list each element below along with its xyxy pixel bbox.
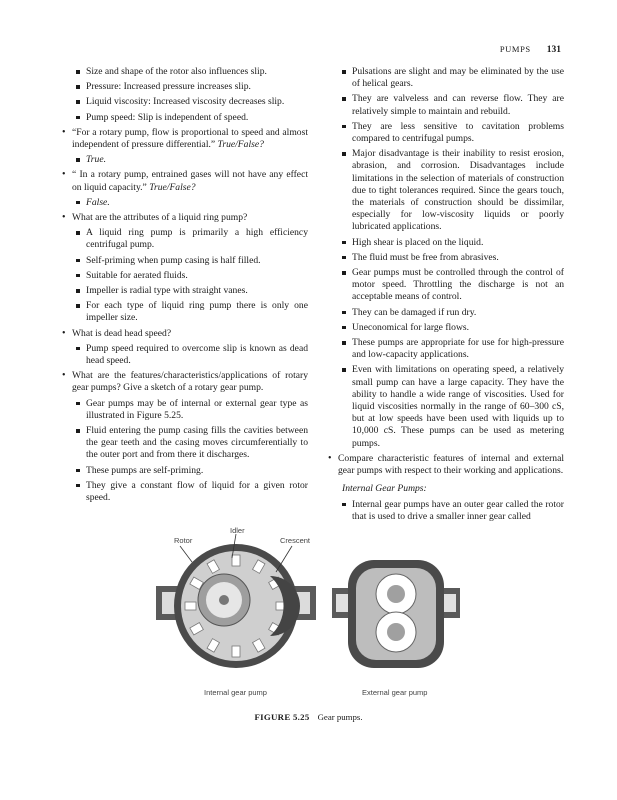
list-item: Liquid viscosity: Increased viscosity decreases slip. [62, 96, 308, 108]
list-item: Impeller is radial type with straight vanes. [62, 285, 308, 297]
left-column [62, 66, 308, 507]
rotor-leader-line [180, 546, 192, 562]
list-item: High shear is placed on the liquid. [328, 237, 564, 249]
page-number: 131 [546, 45, 561, 55]
list-item: Pump speed required to overcome slip is known as dead head speed. [62, 343, 308, 367]
upper-gear-hub [387, 585, 405, 603]
list-item: A liquid ring pump is primarily a high efficiency centrifugal pump. [62, 227, 308, 251]
list-item: Pump speed: Slip is independent of speed. [62, 112, 308, 124]
true-false-prompt: True/False? [217, 139, 264, 151]
internal-gear-pump-drawing [156, 534, 316, 668]
list-item: These pumps are self-priming. [62, 465, 308, 477]
list-item: Size and shape of the rotor also influences slip. [62, 66, 308, 78]
internal-gear-pump-label: Internal gear pump [204, 688, 267, 697]
list-item: These pumps are appropriate for use for high-pressure and low-capacity applications. [328, 337, 564, 361]
question: • What are the features/characteristics/applications of rotary gear pumps? Give a sketch of a rotary gear pump. [62, 370, 308, 394]
true-false-prompt: True/False? [149, 181, 196, 193]
external-gear-pump-label: External gear pump [362, 688, 428, 697]
question: • What are the attributes of a liquid ring pump? [62, 212, 308, 224]
caption-text: Gear pumps. [317, 712, 363, 722]
question [62, 127, 308, 151]
external-gear-pump-drawing [332, 560, 460, 668]
list-item: They are valveless and can reverse flow. They are relatively simple to maintain and rebuild. [328, 93, 564, 117]
list-item: Uneconomical for large flows. [328, 322, 564, 334]
subheading: Internal Gear Pumps: [342, 483, 427, 495]
list-item: The fluid must be free from abrasives. [328, 252, 564, 264]
list-item: Major disadvantage is their inability to resist erosion, abrasion, and corrosion. Disadvantages include limitations in the selection of materials of construction due to tight tolerances required. Since the gears touch, the materials of construction should be dissimilar, especially for low-viscosity liquids or poorly lubricated applications. [328, 148, 564, 233]
figure-caption [0, 712, 617, 722]
lower-gear-hub [387, 623, 405, 641]
figure-number: FIGURE 5.25 [254, 712, 310, 722]
list-item: They give a constant flow of liquid for a given rotor speed. [62, 480, 308, 504]
list-item: Gear pumps must be controlled through the control of motor speed. Throttling the discharge is not an acceptable means of control. [328, 267, 564, 304]
list-item: They can be damaged if run dry. [328, 307, 564, 319]
section-title: PUMPS [499, 44, 531, 54]
list-item: Pressure: Increased pressure increases slip. [62, 81, 308, 93]
question-text: “For a rotary pump, flow is proportional to speed and almost independent of pressure differential.” [72, 126, 308, 151]
list-item: For each type of liquid ring pump there is only one impeller size. [62, 300, 308, 324]
right-column [328, 66, 564, 526]
list-item: Pulsations are slight and may be eliminated by the use of helical gears. [328, 66, 564, 90]
idler-shaft [219, 595, 229, 605]
rotor-label: Rotor [174, 536, 193, 545]
question: • What is dead head speed? [62, 328, 308, 340]
gear-pump-figure [152, 528, 462, 703]
question: • Compare characteristic features of internal and external gear pumps with respect to their working and applications. [328, 453, 564, 477]
list-item: Internal gear pumps have an outer gear called the rotor that is used to drive a smaller inner gear called [328, 499, 564, 523]
list-item: They are less sensitive to cavitation problems compared to centrifugal pumps. [328, 121, 564, 145]
list-item: Even with limitations on operating speed, a relatively small pump can have a large capacity. They have the ability to handle a wide range of viscosities. Used for liquid viscosities normally in the range of 60–300 cS, but at low speeds have been used with liquids up to 10,000 cS. These pumps can be used as metering pumps. [328, 364, 564, 449]
idler-label: Idler [230, 526, 245, 535]
answer: False. [62, 197, 308, 209]
running-header [500, 44, 561, 55]
answer: True. [62, 154, 308, 166]
list-item: Suitable for aerated fluids. [62, 270, 308, 282]
list-item: Fluid entering the pump casing fills the cavities between the gear teeth and the casing moves circumferentially to the outer port and from there it discharges. [62, 425, 308, 462]
gear-pump-illustration [152, 528, 462, 703]
question [62, 169, 308, 193]
list-item: Self-priming when pump casing is half filled. [62, 255, 308, 267]
list-item: Gear pumps may be of internal or external gear type as illustrated in Figure 5.25. [62, 398, 308, 422]
question-text: “ In a rotary pump, entrained gases will not have any effect on liquid capacity.” [72, 169, 308, 193]
crescent-label: Crescent [280, 536, 311, 545]
